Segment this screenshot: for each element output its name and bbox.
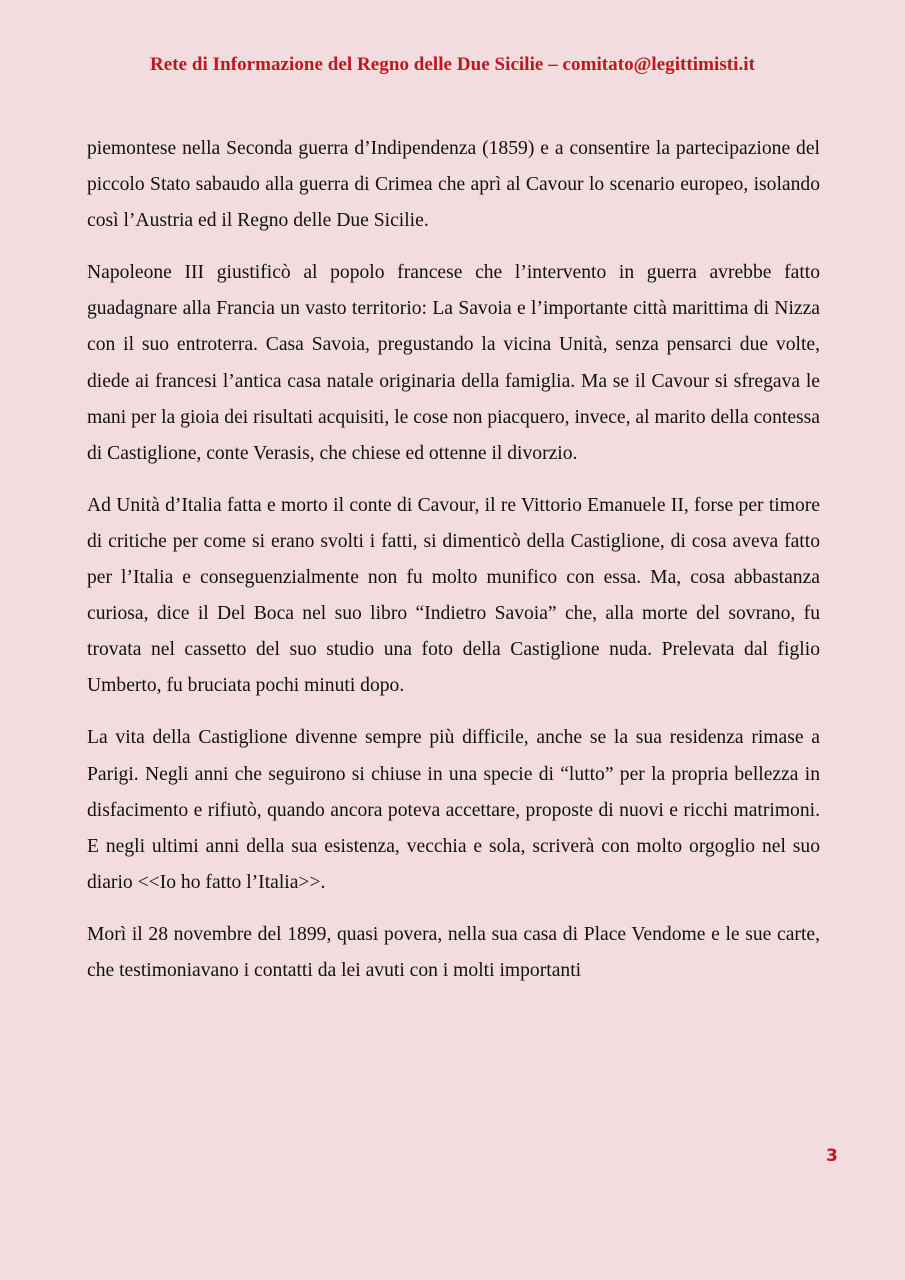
paragraph: Napoleone III giustificò al popolo francese che l’intervento in guerra avrebbe fatto guadagnare alla Francia un vasto territorio: La Savoia e l’importante città marittima di Nizza con il suo entroterra. Casa Savoia, pregustando la vicina Unità, senza pensarci due volte, diede ai francesi l’antica casa natale originaria della famiglia. Ma se il Cavour si sfregava le mani per la gioia dei risultati acquisiti, le cose non piacquero, invece, al marito della contessa di Castiglione, conte Verasis, che chiese ed ottenne il divorzio. <box>87 262 820 464</box>
page-number: 3 <box>826 1146 838 1166</box>
paragraph: La vita della Castiglione divenne sempre più difficile, anche se la sua residenza rimase a Parigi. Negli anni che seguirono si chiuse in una specie di “lutto” per la propria bellezza in disfacimento e rifiutò, quando ancora poteva accettare, proposte di nuovi e ricchi matrimoni. E negli ultimi anni della sua esistenza, vecchia e sola, scriverà con molto orgoglio nel suo diario <<Io ho fatto l’Italia>>. <box>87 727 820 893</box>
document-body <box>87 131 820 1005</box>
paragraph: Ad Unità d’Italia fatta e morto il conte di Cavour, il re Vittorio Emanuele II, forse per timore di critiche per come si erano svolti i fatti, si dimenticò della Castiglione, di cosa aveva fatto per l’Italia e conseguenzialmente non fu molto munifico con essa. Ma, cosa abbastanza curiosa, dice il Del Boca nel suo libro “Indietro Savoia” che, alla morte del sovrano, fu trovata nel cassetto del suo studio una foto della Castiglione nuda. Prelevata dal figlio Umberto, fu bruciata pochi minuti dopo. <box>87 494 820 697</box>
paragraph: Morì il 28 novembre del 1899, quasi povera, nella sua casa di Place Vendome e le sue carte, che testimoniavano i contatti da lei avuti con i molti importanti <box>87 923 820 981</box>
page-header: Rete di Informazione del Regno delle Due Sicilie – comitato@legittimisti.it <box>149 54 756 75</box>
paragraph: piemontese nella Seconda guerra d’Indipendenza (1859) e a consentire la partecipazione del piccolo Stato sabaudo alla guerra di Crimea che aprì al Cavour lo scenario europeo, isolando così l’Austria ed il Regno delle Due Sicilie. <box>87 138 820 232</box>
